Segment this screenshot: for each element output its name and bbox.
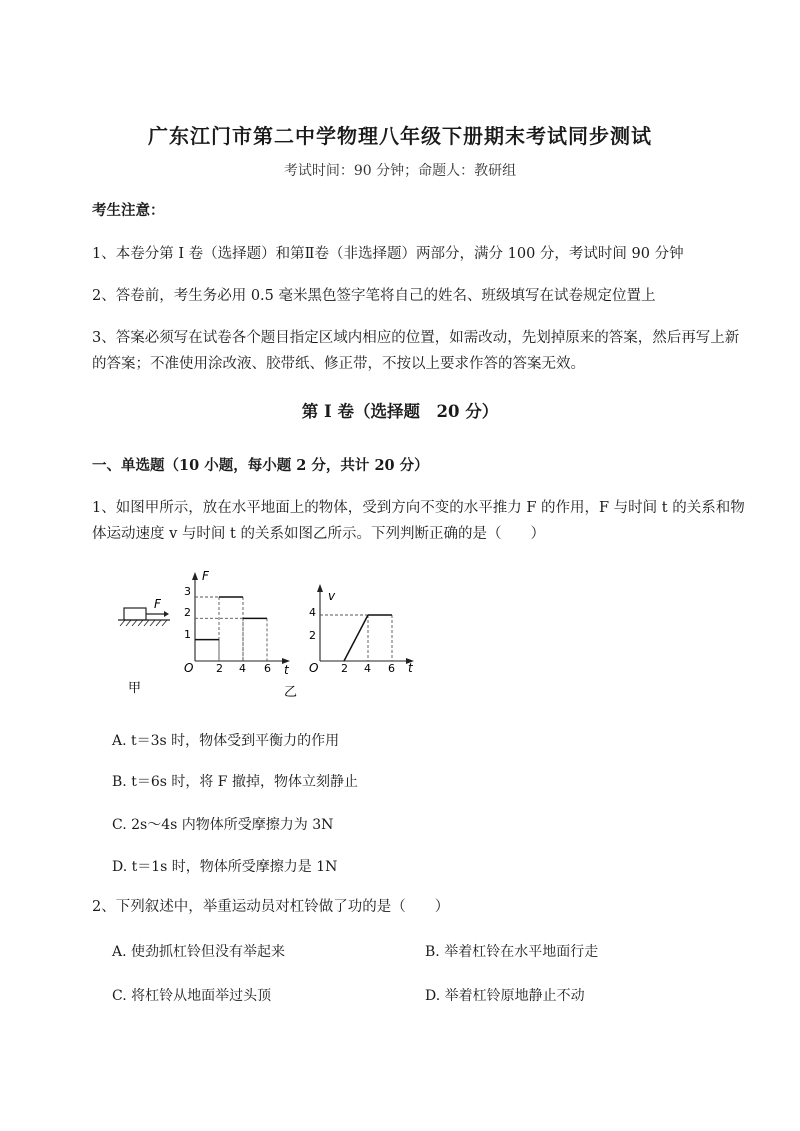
notice-item-3: 3、答案必须写在试卷各个题目指定区域内相应的位置，如需改动，先划掉原来的答案，然后再写上新	[92, 330, 740, 346]
v-t-y-arrow	[317, 584, 323, 592]
f-t-ytick-3: 3	[184, 585, 191, 598]
hatch-mark	[156, 620, 161, 626]
block	[124, 608, 146, 620]
v-t-ytick-2: 2	[309, 629, 316, 642]
ground-hatch	[120, 620, 167, 626]
v-t-xlabel: t	[408, 661, 413, 675]
f-t-xtick-4: 4	[239, 662, 246, 675]
f-t-graph	[184, 569, 297, 700]
force-label: F	[154, 597, 161, 611]
q2-option-b: B. 举着杠铃在水平地面行走	[425, 944, 599, 960]
q1-option-d: D. t＝1s 时，物体所受摩擦力是 1N	[112, 859, 338, 875]
f-t-xlabel: t	[284, 663, 289, 677]
f-t-origin: O	[184, 661, 194, 675]
hatch-mark	[138, 620, 143, 626]
hatch-mark	[144, 620, 149, 626]
q2-option-a: A. 使劲抓杠铃但没有举起来	[112, 944, 286, 960]
v-t-xtick-6: 6	[388, 662, 395, 675]
label-jia: 甲	[128, 681, 142, 696]
hatch-mark	[126, 620, 131, 626]
v-t-xtick-4: 4	[364, 662, 371, 675]
label-yi: 乙	[284, 685, 298, 700]
f-t-xtick-6: 6	[264, 662, 271, 675]
v-t-ytick-4: 4	[309, 606, 316, 619]
f-t-y-arrow	[192, 572, 198, 580]
v-t-origin: O	[309, 661, 319, 675]
f-t-ytick-2: 2	[184, 606, 191, 619]
q1-stem-line1: 1、如图甲所示，放在水平地面上的物体，受到方向不变的水平推力 F 的作用，F 与时间 t 的关系和物	[92, 500, 745, 516]
f-t-ylabel: F	[202, 569, 209, 583]
hatch-mark	[162, 620, 167, 626]
page-title: 广东江门市第二中学物理八年级下册期末考试同步测试	[148, 124, 652, 148]
hatch-mark	[120, 620, 125, 626]
f-t-ytick-1: 1	[184, 628, 191, 641]
q1-stem-line2: 体运动速度 v 与时间 t 的关系如图乙所示。下列判断正确的是（ ）	[92, 526, 545, 542]
f-t-guides	[195, 597, 267, 661]
force-arrow-head	[164, 611, 169, 617]
section-title: 第 I 卷（选择题 20 分）	[301, 402, 499, 421]
q1-option-c: C. 2s～4s 内物体所受摩擦力为 3N	[112, 817, 334, 833]
q2-option-c: C. 将杠铃从地面举过头顶	[112, 988, 272, 1004]
q1-option-b: B. t＝6s 时，将 F 撤掉，物体立刻静止	[112, 774, 358, 790]
q2-option-d: D. 举着杠铃原地静止不动	[425, 988, 585, 1004]
notice-heading: 考生注意：	[92, 202, 165, 219]
hatch-mark	[150, 620, 155, 626]
v-t-graph	[309, 584, 414, 675]
v-t-ylabel: v	[328, 589, 336, 603]
hatch-mark	[132, 620, 137, 626]
notice-item-1: 1、本卷分第 I 卷（选择题）和第Ⅱ卷（非选择题）两部分，满分 100 分，考试时间 90 分钟	[92, 246, 684, 262]
notice-item-3-cont: 的答案；不准使用涂改液、胶带纸、修正带，不按以上要求作答的答案无效。	[92, 356, 585, 372]
q1-option-a: A. t＝3s 时，物体受到平衡力的作用	[112, 733, 340, 749]
figure-jia	[118, 597, 170, 696]
v-t-xtick-2: 2	[341, 662, 348, 675]
f-t-xtick-2: 2	[216, 662, 223, 675]
part-heading: 一、单选题（10 小题，每小题 2 分，共计 20 分）	[92, 457, 429, 474]
q2-stem: 2、下列叙述中，举重运动员对杠铃做了功的是（ ）	[92, 899, 450, 915]
q1-figure	[112, 566, 422, 701]
exam-info: 考试时间：90 分钟；命题人：教研组	[283, 163, 517, 179]
notice-item-2: 2、答卷前，考生务必用 0.5 毫米黑色签字笔将自己的姓名、班级填写在试卷规定位置上	[92, 288, 656, 304]
v-t-segment	[344, 615, 368, 661]
